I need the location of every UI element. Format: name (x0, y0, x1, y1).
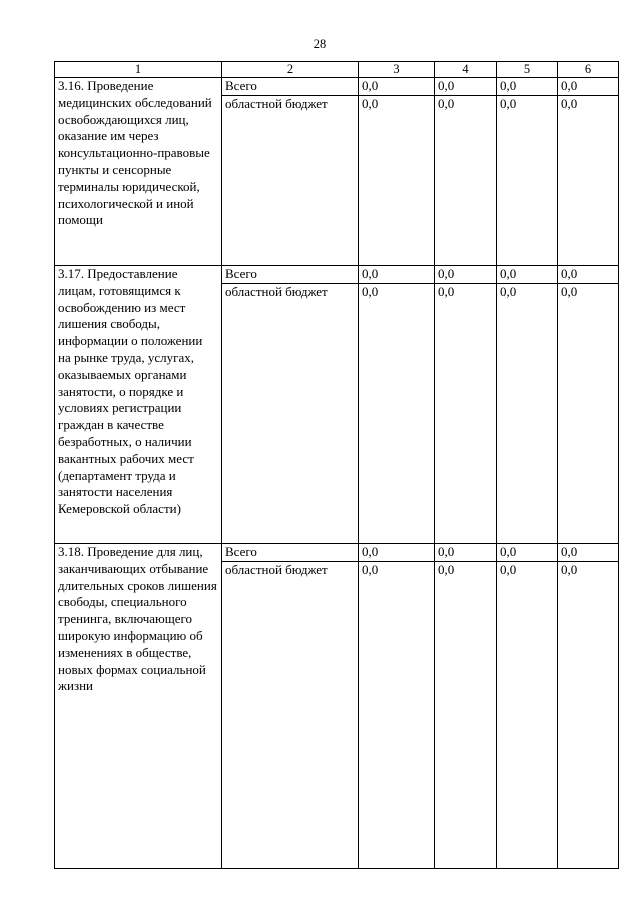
header-row (55, 62, 619, 78)
column-header: 6 (558, 62, 619, 78)
value-cell: 0,0 (558, 562, 619, 869)
column-header: 4 (435, 62, 497, 78)
measure-description: 3.17. Предоставление лицам, готовящимся к освобождению из мест лишения свободы, информации о положении на рынке труда, услугах, оказываемых органами занятости, о порядке и условиях регистрации граждан в качестве безработных, о наличии вакантных рабочих мест (департамент труда и занятости населения Кемеровской области) (55, 266, 222, 544)
page-number: 28 (313, 37, 327, 51)
table-row (55, 544, 619, 562)
value-cell: 0,0 (558, 266, 619, 284)
value-cell: 0,0 (558, 284, 619, 544)
measure-description: 3.16. Проведение медицинских обследований освобождающихся лиц, оказание им через консультационно-правовые пункты и сенсорные терминалы юридической, психологической и иной помощи (55, 78, 222, 266)
budget-table (54, 61, 619, 869)
value-cell: 0,0 (497, 284, 558, 544)
value-cell: 0,0 (435, 266, 497, 284)
value-cell: 0,0 (359, 96, 435, 266)
value-cell: 0,0 (359, 544, 435, 562)
funding-source: областной бюджет (222, 96, 359, 266)
value-cell: 0,0 (558, 78, 619, 96)
value-cell: 0,0 (435, 544, 497, 562)
column-header: 1 (55, 62, 222, 78)
value-cell: 0,0 (435, 562, 497, 869)
column-header: 2 (222, 62, 359, 78)
funding-source: областной бюджет (222, 562, 359, 869)
table-row (55, 78, 619, 96)
value-cell: 0,0 (497, 544, 558, 562)
column-header: 3 (359, 62, 435, 78)
funding-source: областной бюджет (222, 284, 359, 544)
value-cell: 0,0 (497, 96, 558, 266)
value-cell: 0,0 (497, 266, 558, 284)
column-header: 5 (497, 62, 558, 78)
value-cell: 0,0 (435, 96, 497, 266)
value-cell: 0,0 (359, 284, 435, 544)
value-cell: 0,0 (497, 562, 558, 869)
funding-source: Всего (222, 78, 359, 96)
funding-source: Всего (222, 544, 359, 562)
measure-description: 3.18. Проведение для лиц, заканчивающих отбывание длительных сроков лишения свободы, специального тренинга, включающего широкую информацию об изменениях в обществе, новых формах социальной жизни (55, 544, 222, 869)
value-cell: 0,0 (359, 78, 435, 96)
value-cell: 0,0 (435, 78, 497, 96)
value-cell: 0,0 (359, 562, 435, 869)
value-cell: 0,0 (497, 78, 558, 96)
funding-source: Всего (222, 266, 359, 284)
table-row (55, 266, 619, 284)
value-cell: 0,0 (558, 544, 619, 562)
value-cell: 0,0 (359, 266, 435, 284)
value-cell: 0,0 (558, 96, 619, 266)
value-cell: 0,0 (435, 284, 497, 544)
